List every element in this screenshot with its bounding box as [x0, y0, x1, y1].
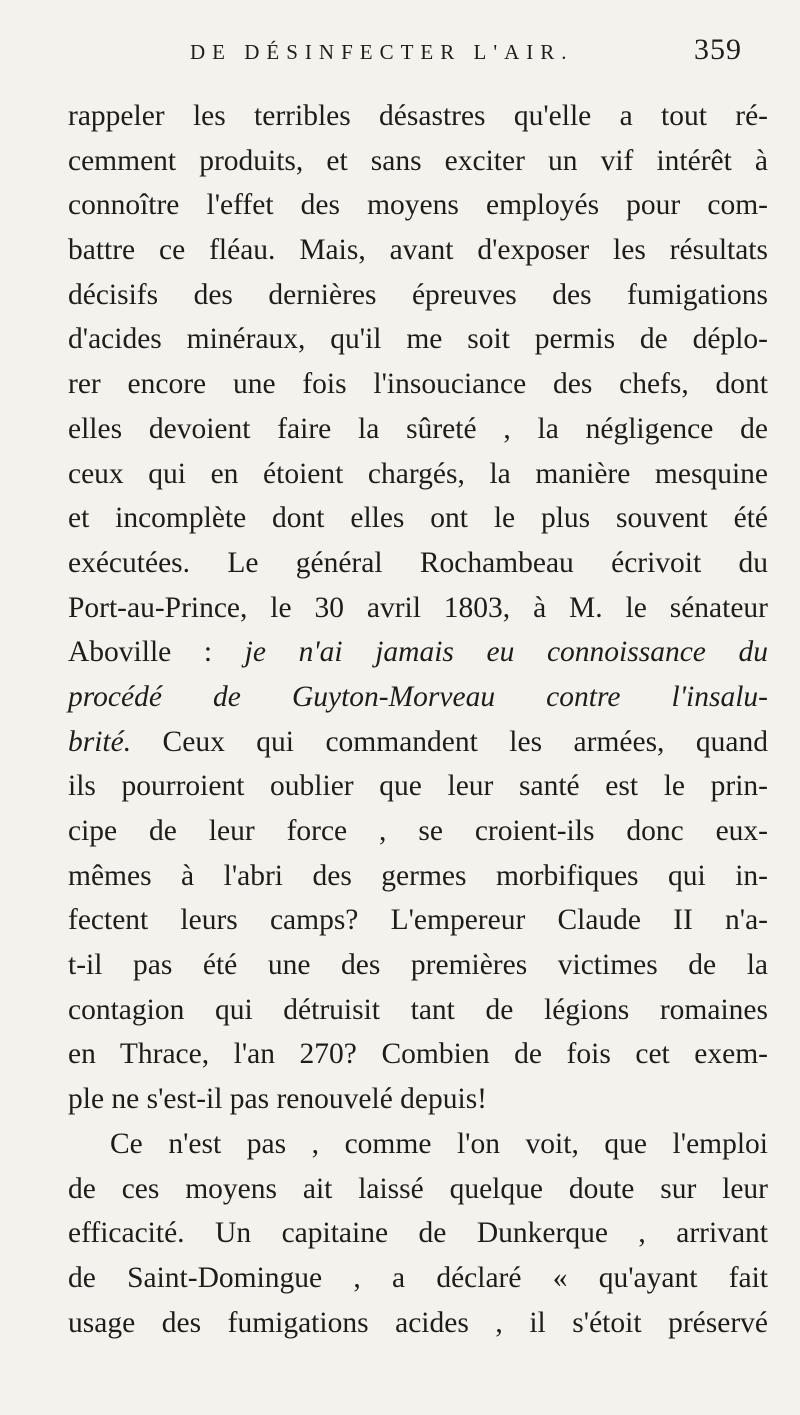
text-line [68, 228, 768, 273]
text-line [68, 541, 768, 586]
text-line [68, 496, 768, 541]
text-span: Aboville : [68, 636, 245, 669]
text-span: t-il pas été une des premières victimes de la [68, 949, 768, 982]
text-span: d'acides minéraux, qu'il me soit permis de déplo- [68, 323, 768, 356]
text-span: Ce n'est pas , comme l'on voit, que l'emploi [110, 1127, 768, 1160]
text-span: usage des fumigations acides , il s'étoit préservé [68, 1306, 768, 1339]
text-line [68, 1301, 768, 1346]
text-line [68, 362, 768, 407]
text-span: contagion qui détruisit tant de légions romaines [68, 993, 768, 1026]
text-span: ple ne s'est-il pas renouvelé depuis! [68, 1083, 488, 1116]
text-span: ils pourroient oublier que leur santé est le prin- [68, 770, 768, 803]
text-line [68, 764, 768, 809]
text-line [68, 1211, 768, 1256]
text-line [68, 898, 768, 943]
text-line [68, 1256, 768, 1301]
text-span: connoître l'effet des moyens employés pour com- [68, 189, 768, 222]
text-line [68, 675, 768, 720]
text-span: Ceux qui commandent les armées, quand [131, 725, 768, 758]
page-number: 359 [694, 33, 742, 66]
italic-text: je n'ai jamais eu connoissance du [244, 636, 768, 669]
text-span: ceux qui en étoient chargés, la manière mesquine [68, 457, 768, 490]
text-line [68, 139, 768, 184]
text-line [68, 452, 768, 497]
running-head: DE DÉSINFECTER L'AIR. [190, 40, 574, 64]
text-line [68, 94, 768, 139]
text-span: rappeler les terribles désastres qu'elle a tout ré- [68, 100, 768, 132]
text-line [68, 1167, 768, 1212]
text-line [68, 1077, 768, 1122]
text-line [68, 273, 768, 318]
text-span: de ces moyens ait laissé quelque doute sur leur [68, 1172, 768, 1205]
text-line [68, 1032, 768, 1077]
text-line [68, 1122, 768, 1167]
text-span: mêmes à l'abri des germes morbifiques qui in- [68, 859, 768, 892]
body-text [68, 94, 768, 1345]
text-line [68, 720, 768, 765]
text-line [68, 943, 768, 988]
text-line [68, 317, 768, 362]
text-line [68, 407, 768, 452]
text-span: et incomplète dont elles ont le plus souvent été [68, 502, 768, 535]
italic-text: brité. [68, 725, 132, 758]
italic-text: procédé de Guyton-Morveau contre l'insalu- [68, 680, 768, 713]
text-line [68, 809, 768, 854]
text-span: décisifs des dernières épreuves des fumigations [68, 278, 768, 311]
text-span: fectent leurs camps? L'empereur Claude II n'a- [68, 904, 768, 937]
text-line [68, 183, 768, 228]
text-span: Port-au-Prince, le 30 avril 1803, à M. le sénateur [68, 591, 768, 624]
text-line [68, 586, 768, 631]
text-span: de Saint-Domingue , a déclaré « qu'ayant fait [68, 1261, 768, 1294]
text-span: efficacité. Un capitaine de Dunkerque , arrivant [68, 1217, 768, 1250]
text-line [68, 854, 768, 899]
text-span: exécutées. Le général Rochambeau écrivoit du [68, 546, 768, 579]
text-span: rer encore une fois l'insouciance des chefs, dont [68, 368, 768, 401]
text-span: cipe de leur force , se croient-ils donc eux- [68, 815, 768, 847]
text-span: elles devoient faire la sûreté , la négligence de [68, 412, 768, 445]
text-span: battre ce fléau. Mais, avant d'exposer les résultats [68, 234, 768, 267]
text-span: cemment produits, et sans exciter un vif intérêt à [68, 144, 768, 177]
text-line [68, 630, 768, 675]
text-line [68, 988, 768, 1033]
text-span: en Thrace, l'an 270? Combien de fois cet exem- [68, 1038, 768, 1071]
